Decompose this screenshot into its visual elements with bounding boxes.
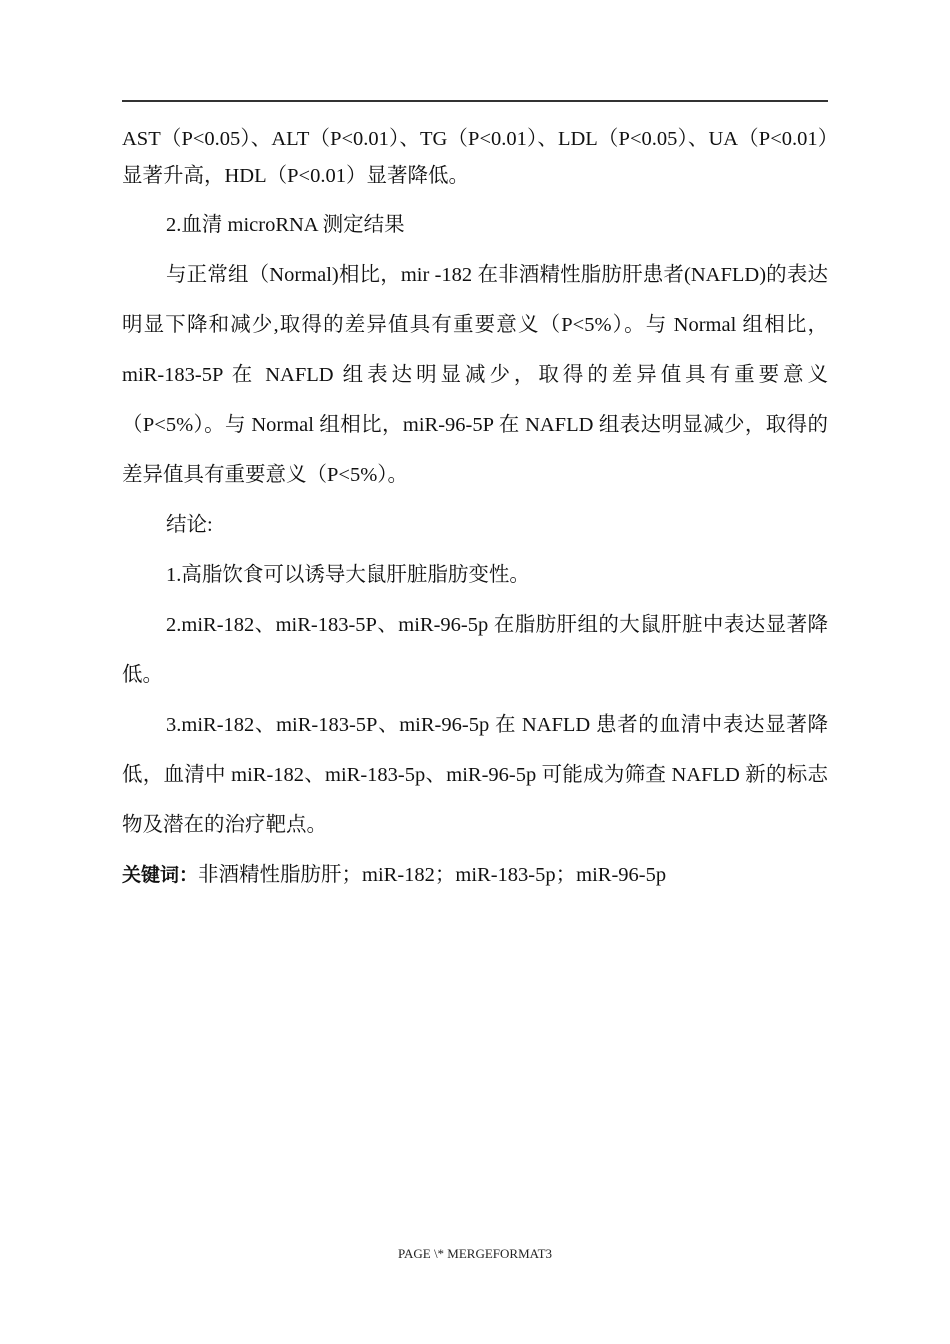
page-footer: PAGE \* MERGEFORMAT3	[397, 1246, 553, 1261]
keywords-label: 关键词：	[122, 864, 199, 886]
heading-conclusion: 结论:	[166, 514, 213, 536]
keywords-text: 非酒精性脂肪肝；miR-182；miR-183-5p；miR-96-5p	[198, 864, 667, 886]
header-rule	[122, 100, 828, 102]
body-text	[122, 121, 828, 900]
paragraph-serum-results: 与正常组（Normal)相比，mir -182 在非酒精性脂肪肝患者(NAFLD)的表达明显下降和减少,取得的差异值具有重要意义（P<5%）。与 Normal 组相比，miR-183-5P 在 NAFLD 组表达明显减少，取得的差异值具有重要意义（P<5%）。与 Normal 组相比，miR-96-5P 在 NAFLD 组表达明显减少，取得的差异值具有重要意义（P<5%）。	[122, 264, 828, 486]
paragraph-results-continued: AST（P<0.05）、ALT（P<0.01）、TG（P<0.01）、LDL（P<0.05）、UA（P<0.01）显著升高，HDL（P<0.01）显著降低。	[122, 128, 828, 187]
keywords-line	[122, 850, 828, 900]
conclusion-item-1: 1.高脂饮食可以诱导大鼠肝脏脂肪变性。	[166, 564, 530, 586]
subheading-serum-microrna: 2.血清 microRNA 测定结果	[166, 214, 405, 236]
conclusion-item-3: 3.miR-182、miR-183-5P、miR-96-5p 在 NAFLD 患者的血清中表达显著降低，血清中 miR-182、miR-183-5p、miR-96-5p 可能成为筛查 NAFLD 新的标志物及潜在的治疗靶点。	[122, 714, 828, 836]
conclusion-item-2: 2.miR-182、miR-183-5P、miR-96-5p 在脂肪肝组的大鼠肝脏中表达显著降低。	[122, 614, 828, 686]
